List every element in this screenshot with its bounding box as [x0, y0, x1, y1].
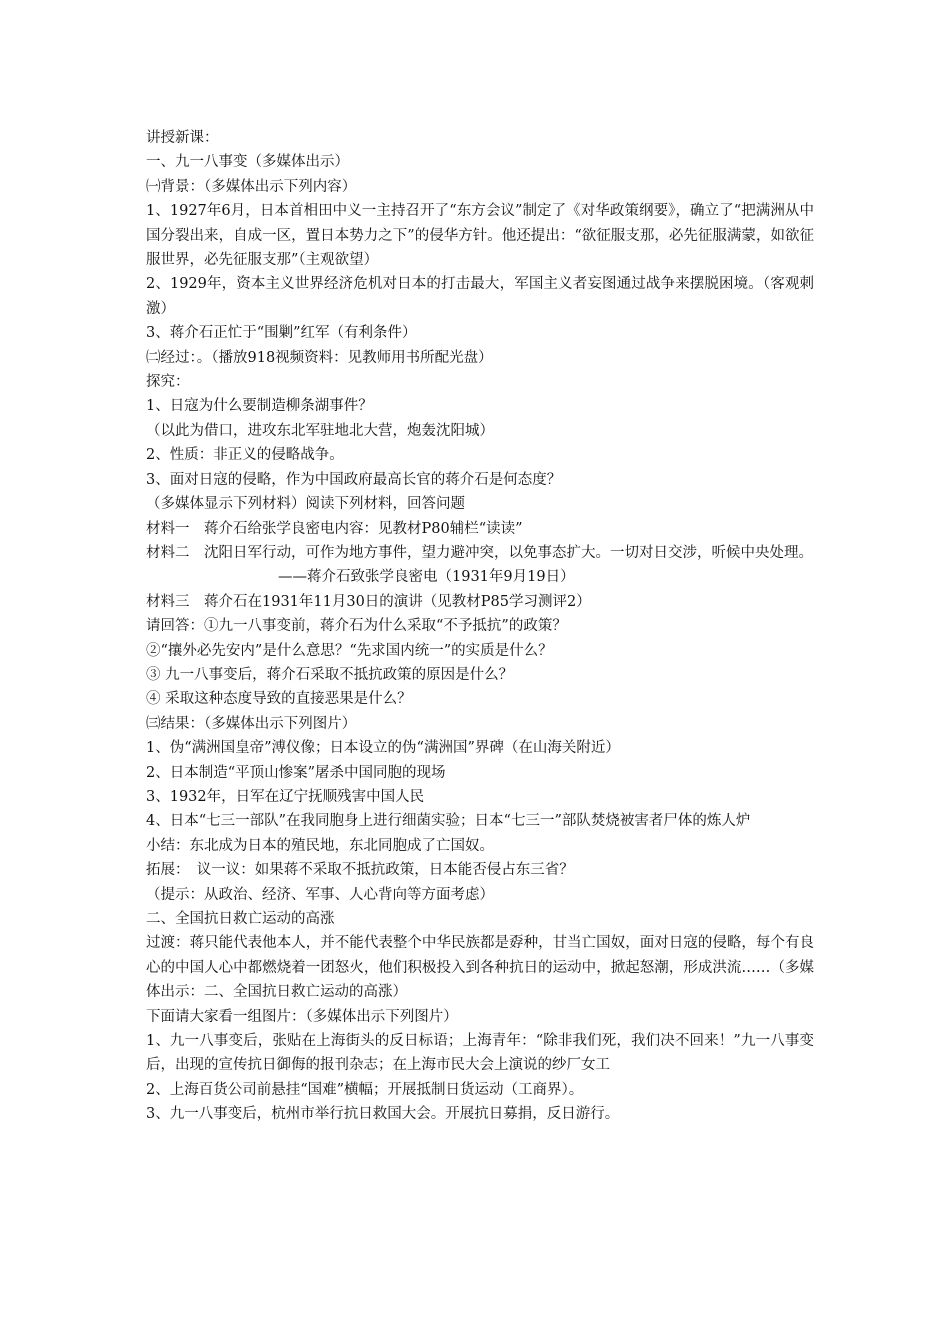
- text-line: 1、九一八事变后，张贴在上海街头的反日标语；上海青年：“除非我们死，我们决不回来！”九一八事变后，出现的宣传抗日御侮的报刊杂志；在上海市民大会上演说的纱厂女工: [146, 1033, 814, 1074]
- text-line: 拓展： 议一议：如果蒋不采取不抵抗政策，日本能否侵占东三省？: [146, 862, 574, 879]
- text-line: 1、伪“满洲国皇帝”溥仪像；日本设立的伪“满洲国”界碑（在山海关附近）: [146, 740, 620, 757]
- text-line: 小结：东北成为日本的殖民地，东北同胞成了亡国奴。: [146, 837, 494, 854]
- text-line: 1、1927年6月，日本首相田中义一主持召开了“东方会议”制定了《对华政策纲要》，确立了“把满洲从中国分裂出来，自成一区，置日本势力之下”的侵华方针。他还提出：“欲征服支那，必先征服满蒙，如欲征服世界，必先征服支那”（主观欲望）: [146, 203, 814, 269]
- text-line: ㈡经过：。（播放918视频资料：见教师用书所配光盘）: [146, 349, 493, 366]
- text-line: ③ 九一八事变后，蒋介石采取不抵抗政策的原因是什么？: [146, 666, 514, 683]
- text-line: 一、九一八事变（多媒体出示）: [146, 154, 349, 171]
- text-line: 材料一 蒋介石给张学良密电内容：见教材P80辅栏“读读”: [146, 520, 523, 537]
- text-line: 2、日本制造“平顶山惨案”屠杀中国同胞的现场: [146, 764, 446, 781]
- text-line: （多媒体显示下列材料）阅读下列材料，回答问题: [146, 496, 465, 513]
- text-line: ④ 采取这种态度导致的直接恶果是什么？: [146, 691, 412, 708]
- text-line: 下面请大家看一组图片：（多媒体出示下列图片）: [146, 1008, 458, 1025]
- text-line: ㈠背景：（多媒体出示下列内容）: [146, 178, 357, 195]
- text-line: 请回答：①九一八事变前，蒋介石为什么采取“不予抵抗”的政策？: [146, 618, 567, 635]
- text-line: 材料二 沈阳日军行动，可作为地方事件，望力避冲突，以免事态扩大。一切对日交涉，听候中央处理。: [146, 544, 813, 561]
- text-line: 3、面对日寇的侵略，作为中国政府最高长官的蒋介石是何态度？: [146, 471, 562, 488]
- text-line: 2、性质：非正义的侵略战争。: [146, 447, 344, 464]
- text-line: 4、日本“七三一部队”在我同胞身上进行细菌实验；日本“七三一”部队焚烧被害者尸体的炼人炉: [146, 813, 751, 830]
- text-line: 3、1932年，日军在辽宁抚顺残害中国人民: [146, 788, 425, 805]
- text-line: ②“攘外必先安内”是什么意思？“先求国内统一”的实质是什么？: [146, 642, 553, 659]
- text-line: 3、九一八事变后，杭州市举行抗日救国大会。开展抗日募捐，反日游行。: [146, 1106, 620, 1123]
- text-line: 2、上海百货公司前悬挂“国难”横幅；开展抵制日货运动（工商界）。: [146, 1081, 584, 1098]
- text-line: （提示：从政治、经济、军事、人心背向等方面考虑）: [146, 886, 494, 903]
- text-line: 讲授新课：: [146, 130, 219, 146]
- text-line: 材料三 蒋介石在1931年11月30日的演讲（见教材P85学习测评2）: [146, 593, 591, 610]
- document-page: [146, 126, 814, 1127]
- signature-line: ——蒋介石致张学良密电（1931年9月19日）: [278, 569, 575, 586]
- text-line: 过渡：蒋只能代表他本人，并不能代表整个中华民族都是孬种，甘当亡国奴，面对日寇的侵略，每个有良心的中国人心中都燃烧着一团怒火，他们积极投入到各种抗日的运动中，掀起怒潮，形成洪流……（多媒体出示：二、全国抗日救亡运动的高涨）: [146, 935, 814, 1001]
- text-line: ㈢结果：（多媒体出示下列图片）: [146, 715, 357, 732]
- text-line: 二、全国抗日救亡运动的高涨: [146, 911, 335, 927]
- text-line: （以此为借口，进攻东北军驻地北大营，炮轰沈阳城）: [146, 422, 494, 439]
- text-line: 3、蒋介石正忙于“围剿”红军（有利条件）: [146, 325, 417, 342]
- text-line: 探究：: [146, 374, 190, 391]
- text-line: 2、1929年，资本主义世界经济危机对日本的打击最大，军国主义者妄图通过战争来摆脱困境。（客观刺激）: [146, 276, 814, 317]
- text-line: 1、日寇为什么要制造柳条湖事件？: [146, 398, 373, 415]
